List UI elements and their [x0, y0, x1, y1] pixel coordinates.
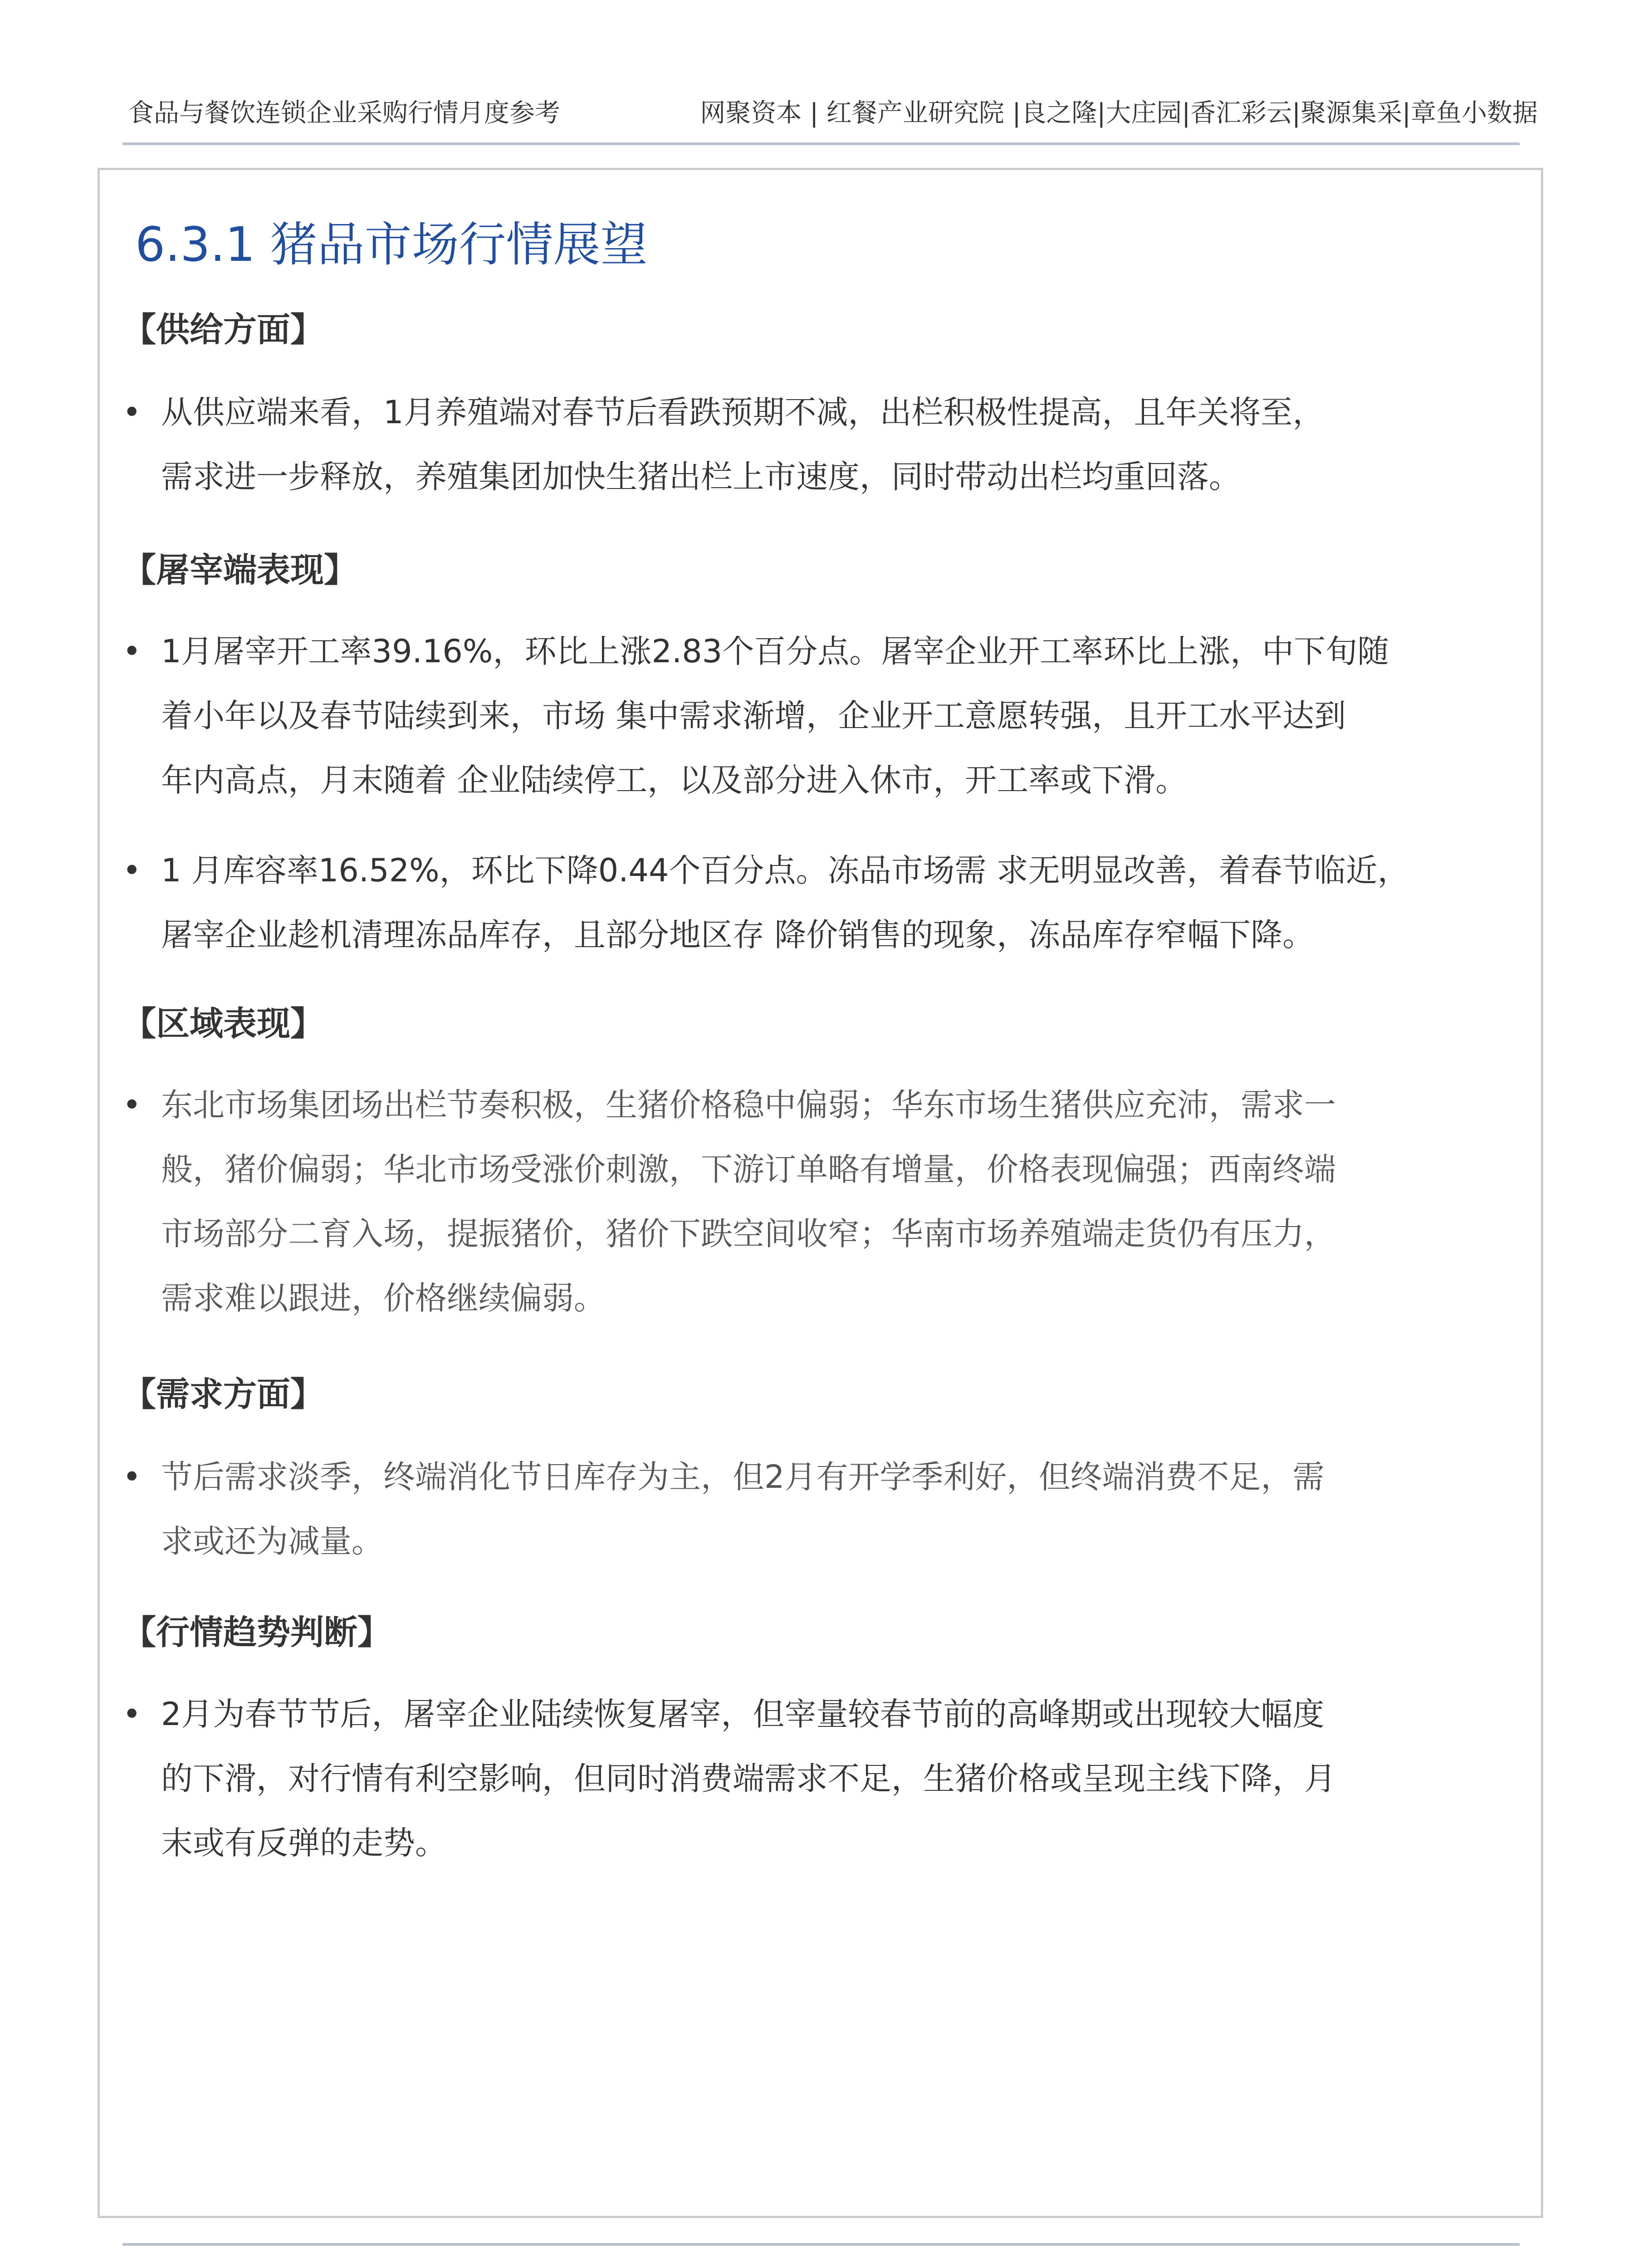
text-line: 求或还为减量。 — [161, 1523, 383, 1560]
text-line: 市场部分二育入场，提振猪价，猪价下跌空间收窄；华南市场养殖端走货仍有压力， — [161, 1215, 1336, 1252]
text-line: 着小年以及春节陆续到来，市场 集中需求渐增，企业开工意愿转强，且开工水平达到 — [161, 697, 1346, 734]
region-bullet-text — [161, 1073, 1336, 1330]
section-title: 6.3.1 猪品市场行情展望 — [135, 217, 648, 272]
bullet-marker: • — [122, 1086, 142, 1124]
text-line: 年内高点，月末随着 企业陆续停工，以及部分进入休市，开工率或下滑。 — [161, 762, 1188, 799]
text-line: 1月屠宰开工率39.16%，环比上涨2.83个百分点。屠宰企业开工率环比上涨，中下旬随 — [161, 633, 1389, 670]
bullet-marker: • — [122, 394, 142, 431]
bullet-marker: • — [122, 852, 142, 889]
header-divider — [122, 142, 1520, 145]
slaughter-bullet-2-text — [161, 838, 1409, 967]
supply-heading: 【供给方面】 — [122, 310, 324, 349]
demand-bullet-text — [161, 1445, 1325, 1574]
document-header-publishers: 网聚资本 | 红餐产业研究院 |良之隆|大庄园|香汇彩云|聚源集采|章鱼小数据 — [700, 98, 1538, 128]
text-line: 1 月库容率16.52%，环比下降0.44个百分点。冻品市场需 求无明显改善，着春节临近， — [161, 852, 1409, 889]
text-line: 需求难以跟进，价格继续偏弱。 — [161, 1280, 606, 1317]
text-line: 节后需求淡季，终端消化节日库存为主，但2月有开学季利好，但终端消费不足，需 — [161, 1458, 1325, 1496]
text-line: 般，猪价偏弱；华北市场受涨价刺激，下游订单略有增量，价格表现偏强；西南终端 — [161, 1151, 1336, 1188]
region-heading: 【区域表现】 — [122, 1004, 324, 1043]
footer-divider — [122, 2243, 1520, 2246]
slaughter-heading: 【屠宰端表现】 — [122, 551, 357, 590]
supply-bullet-text — [161, 380, 1325, 509]
text-line: 末或有反弹的走势。 — [161, 1824, 447, 1862]
text-line: 从供应端来看，1月养殖端对春节后看跌预期不减，出栏积极性提高，且年关将至， — [161, 394, 1325, 431]
text-line: 的下滑，对行情有利空影响，但同时消费端需求不足，生猪价格或呈现主线下降，月 — [161, 1760, 1336, 1797]
text-line: 2月为春节节后，屠宰企业陆续恢复屠宰，但宰量较春节前的高峰期或出现较大幅度 — [161, 1696, 1325, 1733]
slaughter-bullet-1-text — [161, 619, 1389, 812]
demand-heading: 【需求方面】 — [122, 1375, 324, 1414]
text-line: 屠宰企业趁机清理冻品库存，且部分地区存 降价销售的现象，冻品库存窄幅下降。 — [161, 916, 1315, 953]
text-line: 东北市场集团场出栏节奏积极，生猪价格稳中偏弱；华东市场生猪供应充沛，需求一 — [161, 1086, 1336, 1124]
bullet-marker: • — [122, 633, 142, 670]
bullet-marker: • — [122, 1458, 142, 1496]
bullet-marker: • — [122, 1696, 142, 1733]
document-header-title: 食品与餐饮连锁企业采购行情月度参考 — [128, 98, 560, 128]
trend-bullet-text — [161, 1682, 1336, 1875]
text-line: 需求进一步释放，养殖集团加快生猪出栏上市速度，同时带动出栏均重回落。 — [161, 458, 1241, 495]
trend-heading: 【行情趋势判断】 — [122, 1613, 391, 1652]
